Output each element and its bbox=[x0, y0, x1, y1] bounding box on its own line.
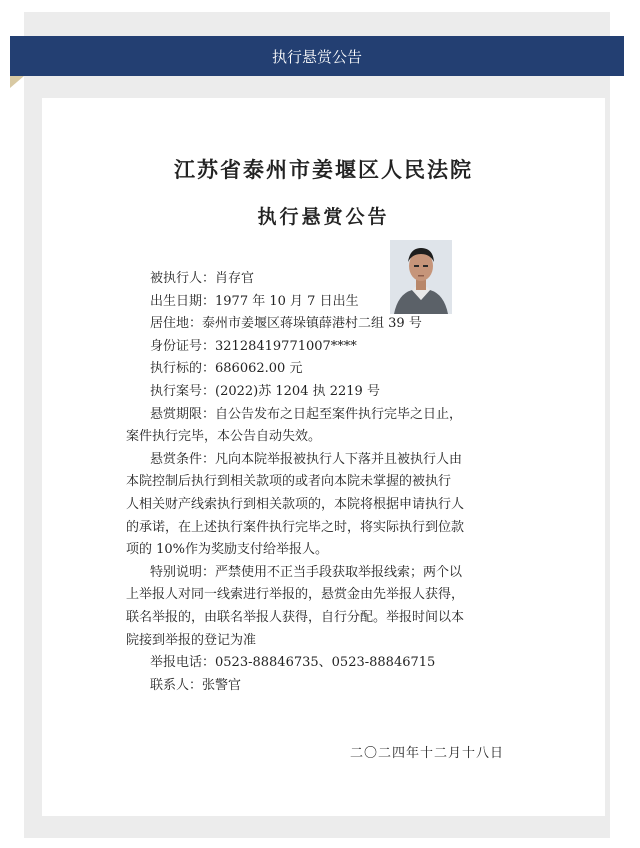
case-line bbox=[126, 381, 526, 404]
note-line-2: 上举报人对同一线索进行举报的，悬赏金由先举报人获得， bbox=[126, 587, 465, 603]
phone-line bbox=[126, 652, 526, 675]
header-banner bbox=[10, 36, 624, 76]
condition-line-1: 悬赏条件：凡向本院举报被执行人下落并且被执行人由 bbox=[150, 451, 463, 467]
birth-value: 1977 年 10 月 7 日出生 bbox=[215, 293, 359, 309]
case-label: 执行案号： bbox=[150, 383, 216, 399]
notice-title: 执行悬赏公告 bbox=[257, 206, 390, 228]
period-line-1: 悬赏期限：自公告发布之日起至案件执行完毕之日止， bbox=[150, 406, 463, 422]
note-line-1: 特别说明：严禁使用不正当手段获取举报线索；两个以 bbox=[150, 564, 463, 580]
amount-value: 686062.00 元 bbox=[215, 361, 303, 377]
notice-paper bbox=[42, 98, 605, 816]
period-line-2: 案件执行完毕，本公告自动失效。 bbox=[126, 429, 322, 445]
phone-value: 0523-88846735、0523-88846715 bbox=[215, 655, 436, 671]
condition-line-4: 的承诺，在上述执行案件执行完毕之时，将实际执行到位款 bbox=[126, 519, 465, 535]
case-value: (2022)苏 1204 执 2219 号 bbox=[215, 383, 380, 399]
note-line-3: 联名举报的，由联名举报人获得，自行分配。举报时间以本 bbox=[126, 609, 465, 625]
person-value: 肖存官 bbox=[215, 271, 255, 286]
contact-value: 张警官 bbox=[202, 677, 242, 693]
notice-body bbox=[126, 268, 526, 697]
birth-label: 出生日期： bbox=[150, 293, 216, 309]
id-line bbox=[126, 336, 526, 359]
notice-date: 二〇二四年十二月十八日 bbox=[350, 746, 505, 761]
court-name: 江苏省泰州市姜堰区人民法院 bbox=[174, 157, 473, 182]
contact-label: 联系人： bbox=[150, 677, 203, 693]
amount-label: 执行标的： bbox=[150, 361, 216, 377]
id-label: 身份证号： bbox=[150, 338, 216, 354]
condition-line-2: 本院控制后执行到相关款项的或者向本院未掌握的被执行 bbox=[126, 474, 452, 490]
id-value: 32128419771007**** bbox=[215, 338, 357, 354]
person-label: 被执行人： bbox=[150, 271, 216, 286]
phone-label: 举报电话： bbox=[150, 655, 216, 671]
residence-label: 居住地： bbox=[150, 316, 203, 332]
residence-line bbox=[126, 313, 526, 336]
condition-line-3: 人相关财产线索执行到相关款项的，本院将根据申请执行人 bbox=[126, 496, 465, 512]
banner-title: 执行悬赏公告 bbox=[271, 47, 362, 66]
amount-line bbox=[126, 358, 526, 381]
contact-line bbox=[126, 675, 526, 698]
note-line-4: 院接到举报的登记为准 bbox=[126, 632, 257, 648]
person-line bbox=[126, 268, 526, 291]
birth-line bbox=[126, 291, 526, 314]
banner-fold bbox=[10, 76, 24, 88]
condition-line-5: 项的 10%作为奖励支付给举报人。 bbox=[126, 542, 329, 558]
residence-value: 泰州市姜堰区蒋垛镇薛港村二组 39 号 bbox=[202, 316, 422, 332]
